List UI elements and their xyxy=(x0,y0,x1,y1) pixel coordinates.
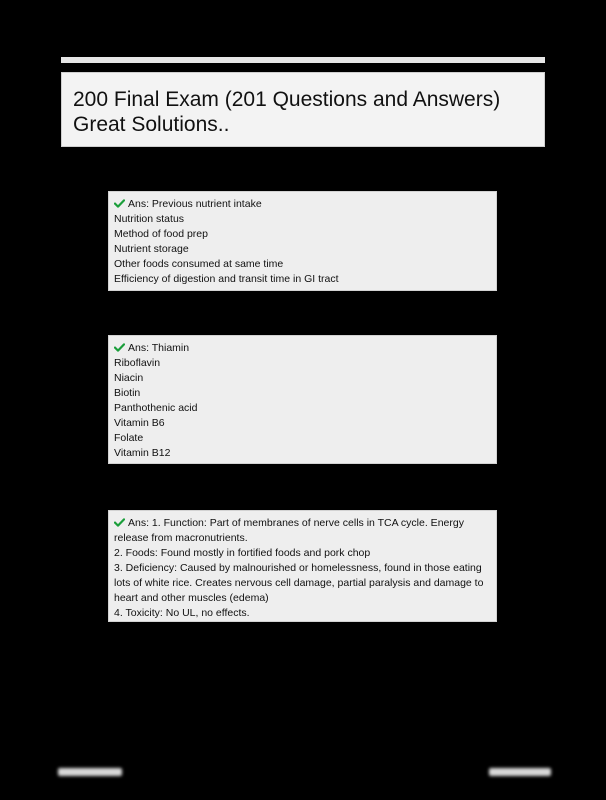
footer-left-blurred xyxy=(58,768,122,776)
answer-line: Other foods consumed at same time xyxy=(114,258,284,270)
answer-line: Niacin xyxy=(114,372,144,384)
answer-line: Riboflavin xyxy=(114,357,161,369)
answer-line: 2. Foods: Found mostly in fortified foods and pork chop xyxy=(114,547,371,559)
answer-line: Nutrition status xyxy=(114,213,185,225)
answer-line: Efficiency of digestion and transit time in GI tract xyxy=(114,273,339,285)
answer-line: Biotin xyxy=(114,387,141,399)
answer-line: 3. Deficiency: Caused by malnourished or homelessness, found in those eating lots of white rice. Creates nervous cell damage, partial paralysis and damage to heart and other muscles (edema) xyxy=(114,562,484,604)
answer-heading-text: Ans: Thiamin xyxy=(128,342,190,354)
header-rule xyxy=(61,57,545,63)
page-title-line-2: Great Solutions.. xyxy=(73,113,230,136)
answer-line: Vitamin B6 xyxy=(114,417,165,429)
answer-line: Folate xyxy=(114,432,144,444)
answer-line: Vitamin B12 xyxy=(114,447,171,459)
check-icon xyxy=(114,518,125,527)
answer-line: 4. Toxicity: No UL, no effects. xyxy=(114,607,250,619)
answer-line: Method of food prep xyxy=(114,228,208,240)
answer-box-1 xyxy=(108,191,497,291)
check-icon xyxy=(114,199,125,208)
check-icon xyxy=(114,343,125,352)
answer-line: Panthothenic acid xyxy=(114,402,198,414)
footer-right-blurred xyxy=(489,768,551,776)
answer-line: Nutrient storage xyxy=(114,243,189,255)
answer-heading xyxy=(114,341,490,356)
answer-heading xyxy=(114,197,490,212)
answer-box-2 xyxy=(108,335,497,464)
answer-heading-text: Ans: 1. Function: Part of membranes of nerve cells in TCA cycle. Energy release from macronutrients. xyxy=(114,517,464,544)
page-title-line-1: 200 Final Exam (201 Questions and Answers) xyxy=(73,88,501,111)
answer-heading xyxy=(114,516,490,546)
title-box xyxy=(61,72,545,147)
answer-box-3 xyxy=(108,510,497,622)
answer-heading-text: Ans: Previous nutrient intake xyxy=(128,198,262,210)
